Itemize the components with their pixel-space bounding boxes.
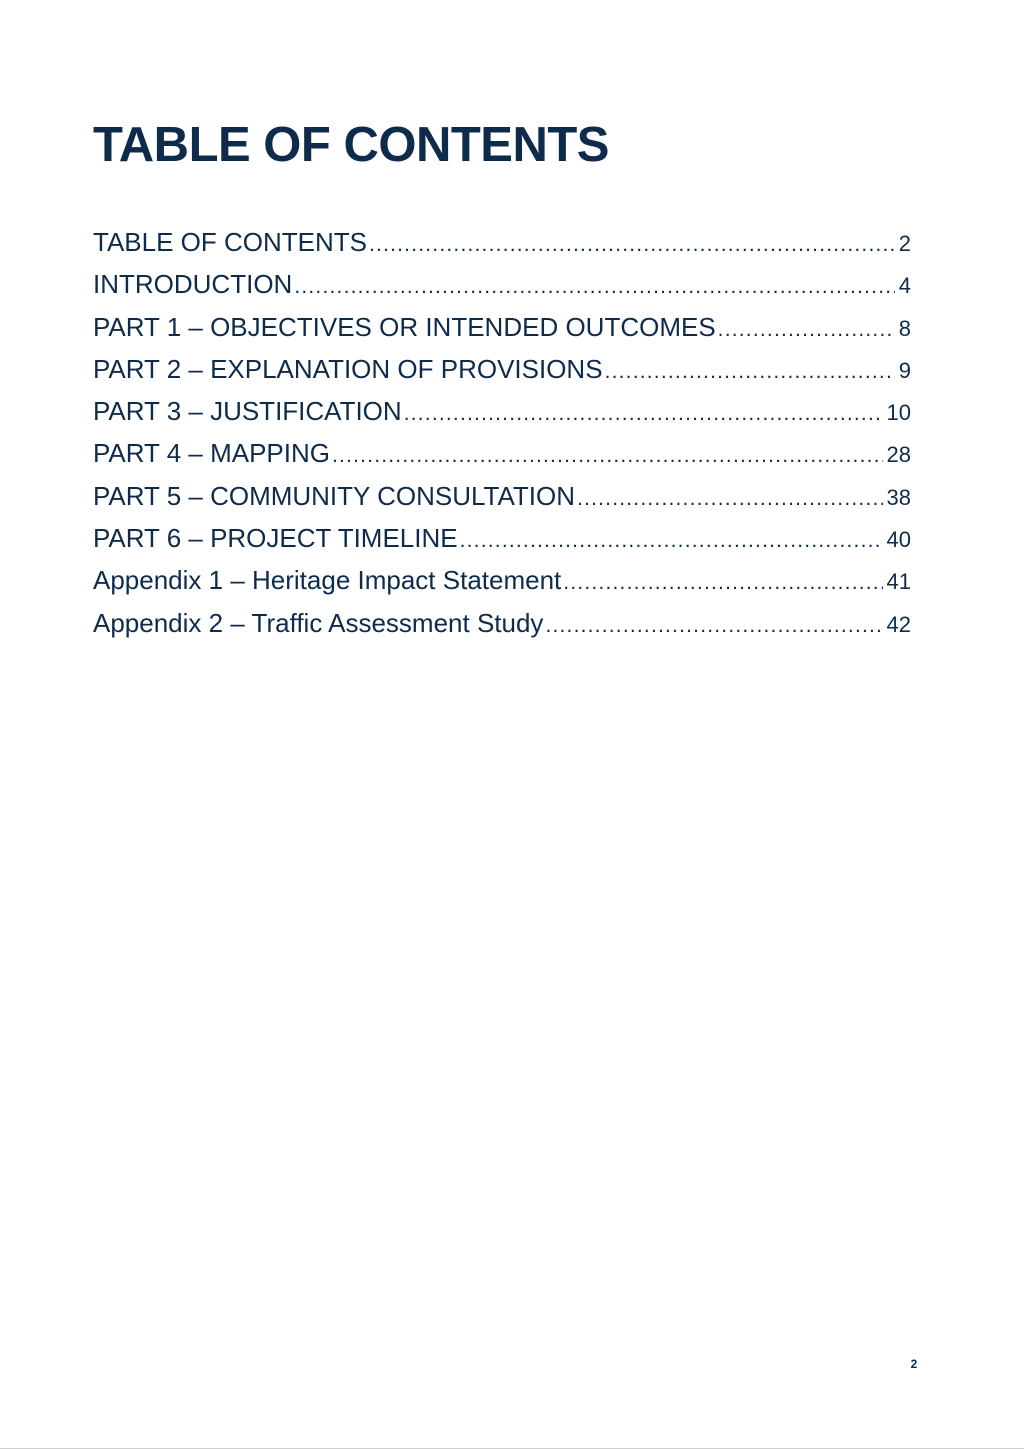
toc-dot-leader [294,266,894,308]
toc-entry-label: PART 5 – COMMUNITY CONSULTATION [93,480,576,511]
toc-entry-label: Appendix 1 – Heritage Impact Statement [93,565,562,596]
toc-entry-page-number: 8 [898,315,911,341]
toc-entry-part-5[interactable] [93,475,911,517]
toc-dot-leader [545,605,882,647]
toc-entry-label: PART 3 – JUSTIFICATION [93,396,402,427]
toc-entry-label: PART 4 – MAPPING [93,438,330,469]
toc-entry-page-number: 9 [898,357,911,383]
toc-dot-leader [460,520,883,562]
toc-entry-label: PART 2 – EXPLANATION OF PROVISIONS [93,353,603,384]
footer-page-number: 2 [910,1357,918,1371]
toc-entry-label: PART 1 – OBJECTIVES OR INTENDED OUTCOMES [93,311,716,342]
table-of-contents [93,221,911,644]
toc-entry-page-number: 41 [886,569,911,595]
toc-entry-label: INTRODUCTION [93,269,293,300]
page-title: TABLE OF CONTENTS [93,118,609,172]
toc-entry-page-number: 2 [898,231,911,256]
toc-entry-page-number: 42 [886,611,911,637]
toc-entry-part-1[interactable] [93,306,911,348]
toc-dot-leader [332,435,883,477]
toc-entry-part-6[interactable] [93,517,911,559]
toc-entry-appendix-1[interactable] [93,559,911,601]
toc-entry-page-number: 4 [898,273,911,299]
toc-dot-leader [563,562,882,604]
toc-entry-page-number: 10 [886,400,911,426]
toc-dot-leader [404,393,883,435]
toc-dot-leader [577,478,882,520]
toc-entry-introduction[interactable] [93,263,911,305]
toc-entry-page-number: 38 [886,484,911,510]
toc-entry-table-of-contents[interactable] [93,221,911,263]
toc-entry-label: PART 6 – PROJECT TIMELINE [93,523,458,554]
toc-dot-leader [369,224,895,266]
toc-entry-part-4[interactable] [93,432,911,474]
toc-entry-page-number: 28 [886,442,911,468]
toc-entry-appendix-2[interactable] [93,602,911,644]
toc-entry-page-number: 40 [886,527,911,553]
toc-entry-part-3[interactable] [93,390,911,432]
toc-entry-label: TABLE OF CONTENTS [93,227,367,257]
toc-dot-leader [605,351,895,393]
toc-entry-part-2[interactable] [93,348,911,390]
toc-dot-leader [718,309,895,351]
toc-entry-label: Appendix 2 – Traffic Assessment Study [93,607,544,638]
